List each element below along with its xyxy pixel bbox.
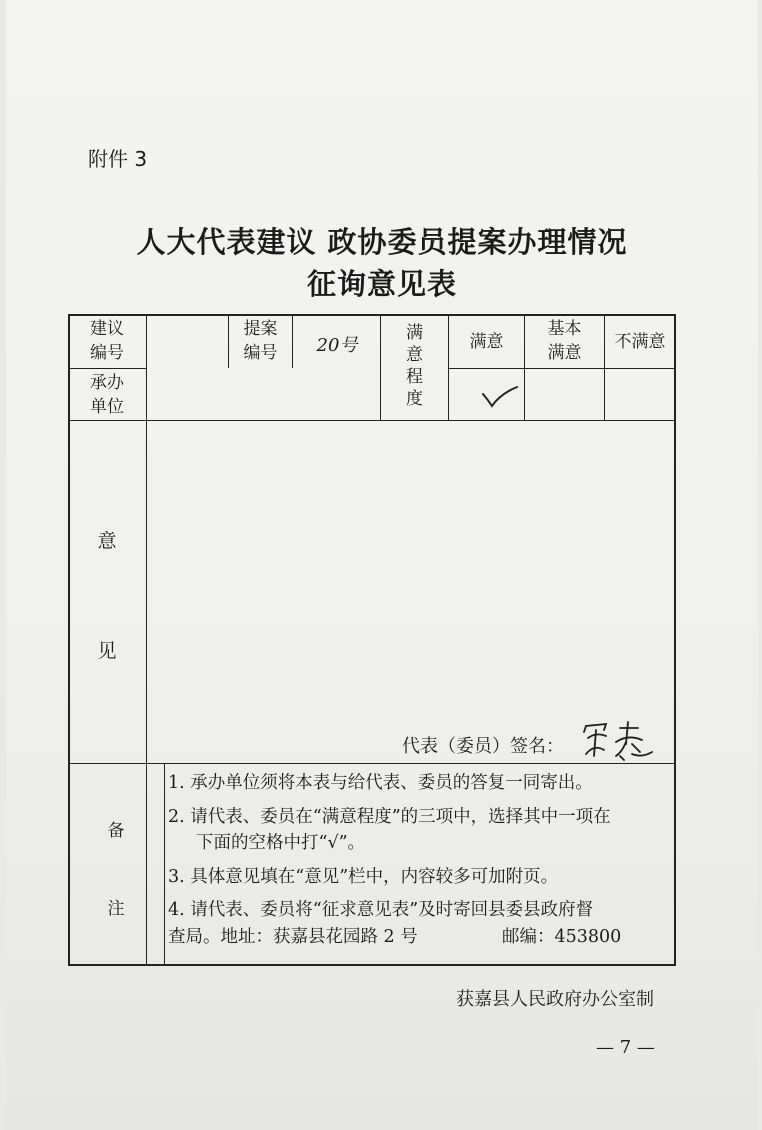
note-4a: 4. 请代表、委员将“征求意见表”及时寄回县委县政府督: [168, 900, 594, 920]
document-title-line1: 人大代表建议 政协委员提案办理情况: [136, 225, 628, 259]
issuer-line: 获嘉县人民政府办公室制: [456, 989, 654, 1010]
handwritten-signature: [576, 718, 656, 762]
checkmark-icon: [480, 384, 520, 410]
option-satisfied: 满意: [469, 332, 504, 352]
opinion-label-char2: 见: [97, 640, 117, 662]
proposal-number-value: 20号: [316, 335, 358, 356]
signature-label: 代表（委员）签名：: [402, 736, 564, 757]
note-4b-address: 查局。地址：获嘉县花园路 2 号: [168, 927, 418, 947]
note-2b: 下面的空格中打“√”。: [196, 833, 366, 853]
satisfaction-level-label: 满 意 程 度: [406, 323, 423, 409]
note-1: 1. 承办单位须将本表与给代表、委员的答复一同寄出。: [168, 773, 593, 793]
proposal-number-label: 提案 编号: [243, 319, 278, 363]
attachment-label: 附件 3: [88, 147, 148, 171]
option-unsatisfied: 不满意: [614, 332, 666, 352]
handling-unit-label: 承办 单位: [90, 373, 124, 417]
note-3: 3. 具体意见填在“意见”栏中，内容较多可加附页。: [168, 867, 559, 887]
suggestion-number-label: 建议 编号: [90, 319, 124, 363]
document-page: [6, 0, 758, 1130]
page-number: — 7 —: [596, 1037, 655, 1058]
note-2a: 2. 请代表、委员在“满意程度”的三项中，选择其中一项在: [168, 807, 611, 827]
notes-label-char2: 注: [107, 899, 125, 919]
notes-label-char1: 备: [107, 821, 125, 841]
note-4b-postcode: 邮编：453800: [502, 927, 622, 947]
option-basically-satisfied: 基本 满意: [547, 319, 582, 363]
opinion-label-char1: 意: [97, 530, 117, 552]
feedback-form-table: [68, 314, 676, 966]
document-title-line2: 征询意见表: [306, 267, 457, 301]
